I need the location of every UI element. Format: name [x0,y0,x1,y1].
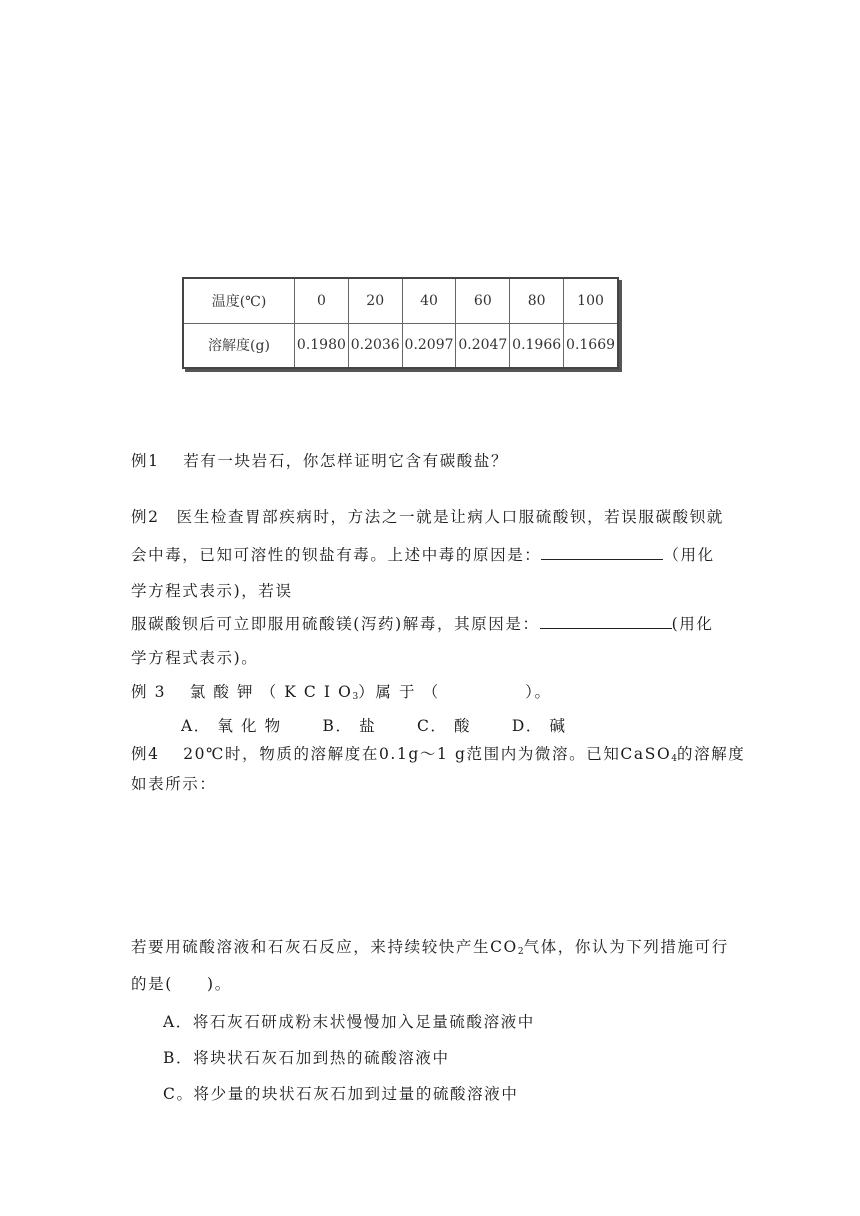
example-4-question-line-1 [131,935,729,957]
subscript: 2 [517,947,524,957]
option-b: B．将块状石灰石加到热的硫酸溶液中 [163,1049,450,1067]
answer-blank-1[interactable] [541,559,663,560]
table-cell: 0.1980 [295,323,349,368]
solubility-table [182,277,624,372]
table-cell: 0.1669 [564,323,618,368]
example-4-text: 若要用硫酸溶液和石灰石反应，来持续较快产生CO [131,938,518,956]
example-2-line-3: 学方程式表示)，若误 [131,582,293,600]
example-2-line-4 [131,612,713,634]
solubility-table-grid [182,277,619,369]
table-shadow-right [619,280,622,372]
example-2-line-1: 例2 医生检查胃部疾病时，方法之一就是让病人口服硫酸钡，若误服碳酸钡就 [131,508,724,526]
example-3-options: A． 氧 化 物 B． 盐 C． 酸 D． 碱 [181,717,567,735]
example-4-line-2: 如表所示： [131,775,217,793]
example-2-text: (用化 [671,615,714,633]
table-cell: 40 [402,278,456,323]
table-cell: 100 [564,278,618,323]
example-2-line-5: 学方程式表示)。 [131,649,259,667]
table-cell: 0.2097 [402,323,456,368]
example-1: 例1 若有一块岩石，你怎样证明它含有碳酸盐？ [131,452,509,470]
table-cell: 0.2036 [348,323,402,368]
table-cell: 60 [456,278,510,323]
example-3-stem [131,680,552,702]
table-row-temperature [183,278,618,323]
example-2-text: 会中毒，已知可溶性的钡盐有毒。上述中毒的原因是： [131,546,542,564]
option-c: C。将少量的块状石灰石加到过量的硫酸溶液中 [163,1085,519,1103]
table-cell: 0 [295,278,349,323]
example-3-text: ）属 于 （ ）。 [358,683,552,701]
table-row-solubility [183,323,618,368]
example-3-text: 例 3 氯 酸 钾 （ K C I O [131,683,353,701]
example-4-question-line-2: 的是( )。 [131,975,232,993]
table-cell: 0.2047 [456,323,510,368]
example-2-line-2 [131,543,715,565]
example-4-line-1 [131,742,745,764]
table-cell: 20 [348,278,402,323]
example-2-text: 服碳酸钡后可立即服用硫酸镁(泻药)解毒，其原因是： [131,615,540,633]
subscript: 3 [352,692,359,702]
table-cell: 80 [510,278,564,323]
example-4-text: 例4 20℃时，物质的溶解度在0.1g～1 g范围内为微溶。已知CaSO [131,745,672,763]
answer-blank-2[interactable] [540,628,672,629]
table-cell: 0.1966 [510,323,564,368]
example-4-text: 气体，你认为下列措施可行 [523,938,729,956]
option-a: A．将石灰石研成粉末状慢慢加入足量硫酸溶液中 [163,1013,535,1031]
table-cell: 温度(℃) [183,278,295,323]
subscript: 4 [671,754,677,764]
table-shadow-bottom [185,369,622,372]
example-4-text: 的溶解度 [677,745,746,763]
example-2-text: （用化 [663,546,715,564]
table-cell: 溶解度(g) [183,323,295,368]
